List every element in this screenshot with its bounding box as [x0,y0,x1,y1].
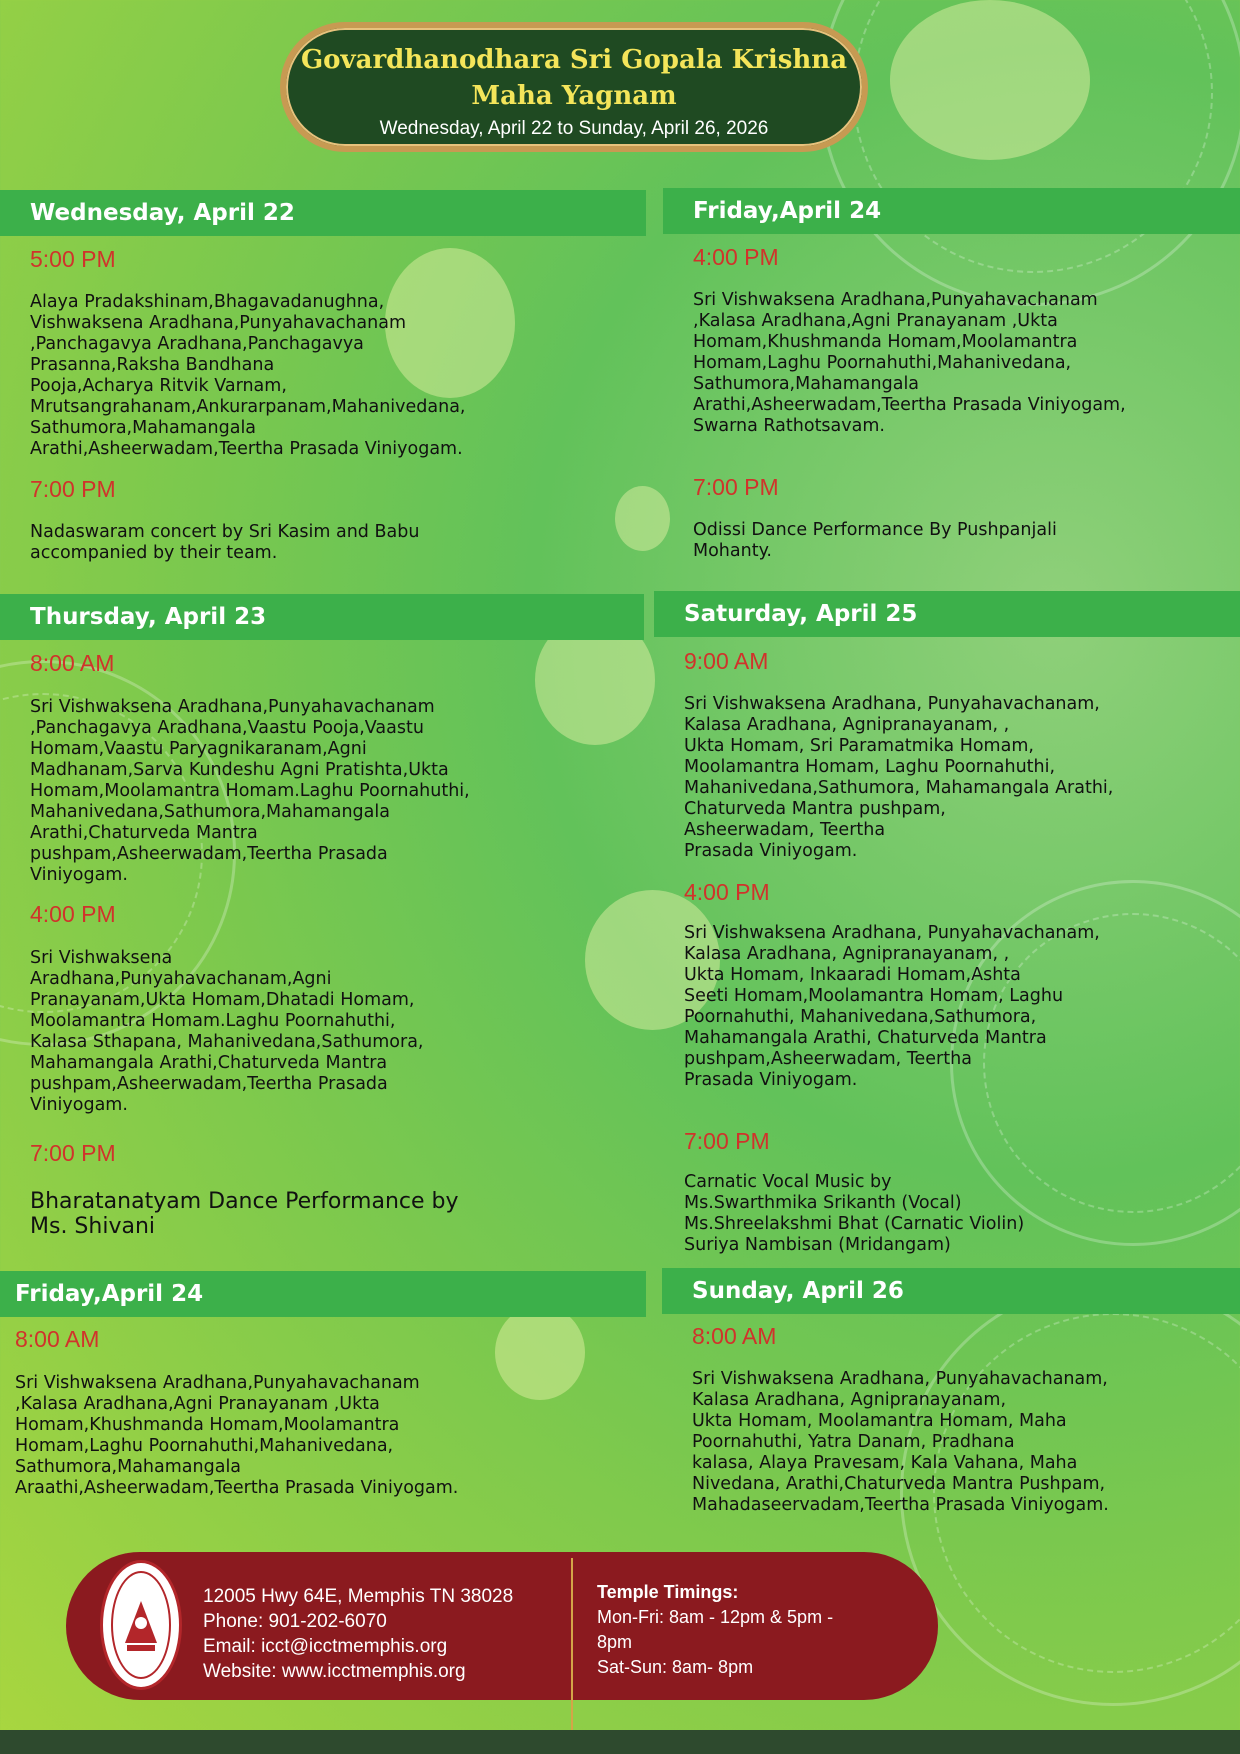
event-title-line-1: Govardhanodhara Sri Gopala Krishna [300,45,848,75]
event-time: 7:00 PM [30,1140,116,1166]
event-dates: Wednesday, April 22 to Sunday, April 26, 2026 [379,118,769,139]
contact-footer [66,1552,938,1700]
event-description: Sri Vishwaksena Aradhana, Punyahavachanam, Kalasa Aradhana, Agnipranayanam, , Ukta Homam, Inkaaradi Homam,Ashta Seeti Homam,Moolamantra Homam, Laghu Poornahuthi, Mahanivedana,Sathumora, Mahamangala Arathi, Chaturveda Mantra pushpam,Asheerwadam, Teertha Prasada Viniyogam. [684,923,1100,1090]
event-title-line-2: Maha Yagnam [471,81,677,111]
timings-title: Temple Timings: [597,1582,739,1602]
event-description: Sri Vishwaksena Aradhana,Punyahavachanam ,Kalasa Aradhana,Agni Pranayanam ,Ukta Homam,Khushmanda Homam,Moolamantra Homam,Laghu Poornahuthi,Mahanivedana, Sathumora,Mahamangala Arathi,Asheerwadam,Teertha Prasada Viniyogam, Swarna Rathotsavam. [693,290,1126,436]
day-header-friday: Friday,April 24 [663,188,1240,234]
event-description: Bharatanatyam Dance Performance by Ms. Shivani [30,1189,459,1239]
event-time: 8:00 AM [692,1323,777,1349]
day-header-wednesday: Wednesday, April 22 [0,190,646,236]
bottom-strip [0,1730,1240,1754]
event-time: 7:00 PM [693,474,779,500]
event-time: 8:00 AM [30,650,115,676]
event-time: 5:00 PM [30,246,116,272]
contact-info [203,1584,513,1684]
mandala-ornament [820,0,1240,306]
event-time: 4:00 PM [693,244,779,270]
event-description: Odissi Dance Performance By Pushpanjali Mohanty. [693,520,1057,561]
event-time: 7:00 PM [30,476,116,502]
footer-divider [571,1558,573,1743]
event-description: Sri Vishwaksena Aradhana, Punyahavachanam, Kalasa Aradhana, Agnipranayanam, , Ukta Homam, Sri Paramatmika Homam, Moolamantra Homam, Laghu Poornahuthi, Mahanivedana,Sathumora, Mahamangala Arathi, Chaturveda Mantra pushpam, Asheerwadam, Teertha Prasada Viniyogam. [684,694,1114,861]
temple-seal-logo [100,1560,182,1690]
event-title-banner [280,22,868,152]
day-header-saturday: Saturday, April 25 [654,591,1240,637]
website-text: Website: www.icctmemphis.org [203,1661,466,1682]
event-description: Nadaswaram concert by Sri Kasim and Babu accompanied by their team. [30,522,420,563]
weekday-timings: Mon-Fri: 8am - 12pm & 5pm - 8pm [597,1607,834,1652]
event-time: 9:00 AM [684,648,769,674]
address-text: 12005 Hwy 64E, Memphis TN 38028 [203,1586,514,1607]
event-time: 8:00 AM [15,1326,100,1352]
day-header-friday: Friday,April 24 [0,1271,646,1317]
event-time: 4:00 PM [30,901,116,927]
temple-timings [597,1580,857,1680]
bokeh-circle [495,1305,585,1400]
day-header-sunday: Sunday, April 26 [662,1268,1240,1314]
event-time: 7:00 PM [684,1128,770,1154]
event-description: Carnatic Vocal Music by Ms.Swarthmika Srikanth (Vocal) Ms.Shreelakshmi Bhat (Carnatic Violin) Suriya Nambisan (Mridangam) [684,1172,1025,1255]
event-time: 4:00 PM [684,879,770,905]
event-description: Sri Vishwaksena Aradhana,Punyahavachanam ,Kalasa Aradhana,Agni Pranayanam ,Ukta Homam,Khushmanda Homam,Moolamantra Homam,Laghu Poornahuthi,Mahanivedana, Sathumora,Mahamangala Araathi,Asheerwadam,Teertha Prasada Viniyogam. [15,1373,459,1498]
event-description: Alaya Pradakshinam,Bhagavadanughna, Vishwaksena Aradhana,Punyahavachanam ,Panchagavya Aradhana,Panchagavya Prasanna,Raksha Bandhana Pooja,Acharya Ritvik Varnam, Mrutsangrahanam,Ankurarpanam,Mahanivedana, Sathumora,Mahamangala Arathi,Asheerwadam,Teertha Prasada Viniyogam. [30,292,466,459]
email-text: Email: icct@icctmemphis.org [203,1636,448,1657]
event-description: Sri Vishwaksena Aradhana,Punyahavachanam,Agni Pranayanam,Ukta Homam,Dhatadi Homam, Moolamantra Homam.Laghu Poornahuthi, Kalasa Sthapana, Mahanivedana,Sathumora, Mahamangala Arathi,Chaturveda Mantra pushpam,Asheerwadam,Teertha Prasada Viniyogam. [30,948,424,1115]
phone-text: Phone: 901-202-6070 [203,1611,387,1632]
bokeh-circle [615,486,670,551]
weekend-timings: Sat-Sun: 8am- 8pm [597,1657,754,1677]
event-description: Sri Vishwaksena Aradhana,Punyahavachanam ,Panchagavya Aradhana,Vaastu Pooja,Vaastu Homam,Vaastu Paryagnikaranam,Agni Madhanam,Sarva Kundeshu Agni Pratishta,Ukta Homam,Moolamantra Homam.Laghu Poornahuthi, Mahanivedana,Sathumora,Mahamangala Arathi,Chaturveda Mantra pushpam,Asheerwadam,Teertha Prasada Viniyogam. [30,697,470,885]
day-header-thursday: Thursday, April 23 [0,594,644,640]
event-description: Sri Vishwaksena Aradhana, Punyahavachanam, Kalasa Aradhana, Agnipranayanam, Ukta Homam, Moolamantra Homam, Maha Poornahuthi, Yatra Danam, Pradhana kalasa, Alaya Pravesam, Kala Vahana, Maha Nivedana, Arathi,Chaturveda Mantra Pushpam, Mahadaseervadam,Teertha Prasada Viniyogam. [692,1369,1109,1515]
